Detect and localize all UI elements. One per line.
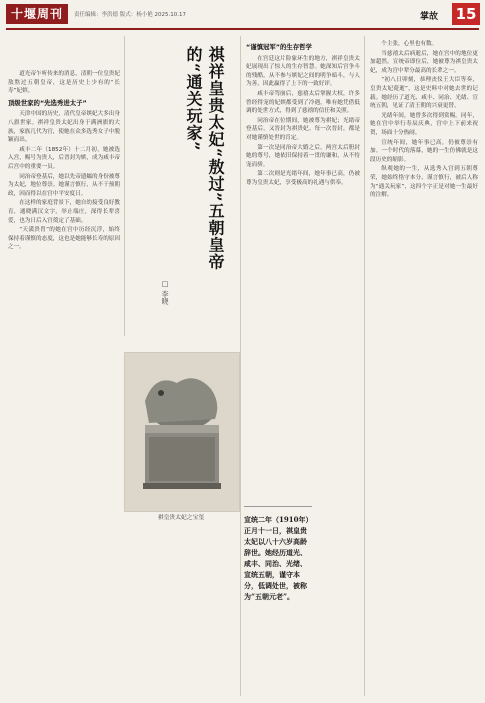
paragraph: “天潢贵胄”的她在宫中历经沉浮，始终保持着谨慎的态度，这也是她能够长寿的原因之一。 (8, 227, 120, 251)
page-header (0, 0, 485, 28)
paragraph: 在这样的家庭背景下，她自幼接受良好教育，通晓满汉文字，举止端庄，深得长辈喜爱，也为日后入宫奠定了基础。 (8, 200, 120, 224)
article-column-3 (246, 40, 360, 189)
paragraph: “初八日卯刻，恭理丧仪王大臣等奏，皇贵太妃薨逝”，这是史料中对她去世的记载。她经历了道光、咸丰、同治、光绪、宣统五朝，见证了清王朝的兴衰更替。 (370, 77, 478, 110)
headline-block (152, 40, 254, 315)
paragraph: 第二次则是光绪年间，她年事已高，仍被尊为皇贵太妃，享受极高的礼遇与供奉。 (246, 171, 360, 186)
paragraph: 光绪年间，她曾多次得到赏赐。同年，她在宫中举行寿辰庆典，宫中上下前来祝贺，场面十分热闹。 (370, 112, 478, 136)
editors-line: 责任编辑：李洪德 版式：杨小艳 2025.10.17 (74, 12, 186, 18)
column-divider (124, 36, 125, 336)
pull-quote: 宣统二年（1910年）正月十一日，祺皇贵太妃以八十六岁高龄辞世。她经历道光、咸丰、同治、光绪、宣统五朝，谨守本分，低调处世，被称为“五朝元老”。 (244, 515, 309, 601)
subheading: 顶级世家的“先选秀进太子” (8, 98, 87, 107)
subheading: “谨慎冠军”的生存哲学 (246, 43, 312, 51)
paragraph: 个主张，心里也有数。 (381, 41, 438, 47)
article-column-1 (8, 70, 120, 253)
seal-photo (124, 352, 240, 512)
article-column-4 (370, 40, 478, 201)
paragraph: 宣统年间，她年事已高，仍被尊崇有加。一个时代的落幕，她的一生仿佛就是这段历史的缩影。 (370, 139, 478, 163)
page-number-badge: 15 (452, 3, 480, 25)
article-title: 祺祥皇贵太妃“敖过”五朝皇帝的“通关玩家” (184, 46, 225, 271)
header-rule (6, 28, 479, 30)
author-byline: □ 李晓 (161, 280, 169, 305)
seal-illustration (125, 353, 239, 511)
masthead: 十堰周刊 (6, 4, 68, 24)
quote-rule (244, 506, 312, 507)
paragraph: 在宫廷这片险象环生的地方，祺祥皇贵太妃展现出了惊人的生存智慧。她深知后宫争斗的残酷，从不参与嫔妃之间的明争暗斗，与人为善，因此赢得了上下的一致好评。 (246, 55, 360, 88)
paragraph: 同治帝在位期间，她被尊为祺妃；光绪帝登基后，又晋封为祺贵妃。每一次晋封，都是对她谨慎处世的肯定。 (246, 117, 360, 141)
paragraph: 当慈禧太后病逝后，她在宫中的地位更加超然。宣统帝即位后，她被尊为祺皇贵太妃，成为宫中辈分最高的长辈之一。 (370, 50, 478, 74)
paragraph: 咸丰帝驾崩后，慈禧太后掌握大权，许多曾经得宠的妃嫔都受到了冷遇，唯有她凭借低调的处世方式，得到了慈禧的信任和关照。 (246, 90, 360, 115)
paragraph: 天津中国的历史，清代皇帝嫔妃大多出身八旗世家。祺祥皇贵太妃出身于满洲旗的大族，家族几代为官，使她在众多选秀女子中脱颖而出。 (8, 111, 120, 144)
paragraph: 咸丰二年（1852年）十二月初，她被选入宫，赐号为贵人，后晋封为嫔，成为咸丰帝后宫中的重要一员。 (8, 146, 120, 170)
photo-caption: 祺皇贵太妃之宝玺 (157, 515, 205, 521)
paragraph: 同治帝登基后，她以先帝遗孀的身份被尊为太妃，地位尊崇。她谨言慎行，从不干预朝政，因而得以在宫中平安度日。 (8, 173, 120, 197)
paragraph: 纵观她的一生，从选秀入宫到五朝尊荣，她始终恪守本分、谨言慎行，被后人称为“通关玩家”，这四个字正是对她一生最好的注解。 (370, 166, 478, 199)
intro-paragraph: 道光帝乍听传来的消息，清朝一位皇贵妃敖熬过五朝皇帝，这是历史上少有的“长寿”妃嫔。 (8, 71, 120, 95)
column-divider (364, 36, 365, 696)
paragraph: 第一次是同治帝大婚之后，两宫太后册封她的尊号，她依旧保持着一贯的谦和，从不恃宠而骄。 (246, 144, 360, 168)
section-label: 掌故 (420, 12, 439, 22)
